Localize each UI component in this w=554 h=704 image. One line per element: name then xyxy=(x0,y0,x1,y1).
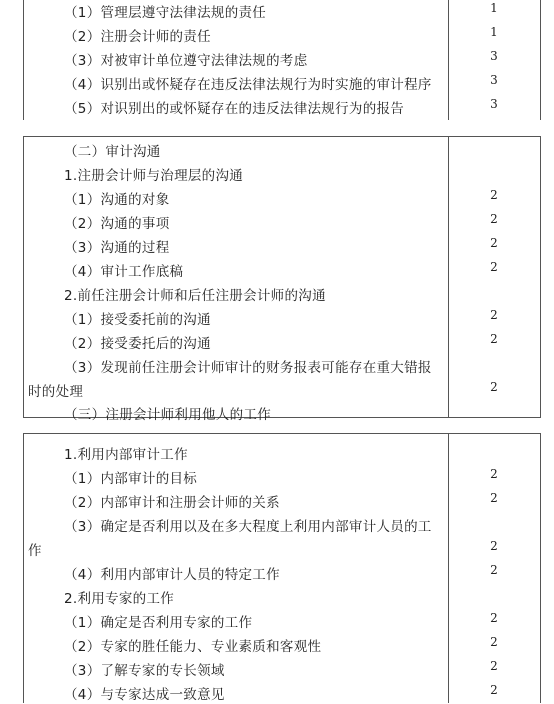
table-row xyxy=(24,560,542,584)
table-row xyxy=(24,632,542,656)
subsection-heading: 1.注册会计师与治理层的沟通 xyxy=(64,168,244,184)
syllabus-table-section-b xyxy=(23,136,541,423)
ability-level: 2 xyxy=(490,563,498,577)
topic-text: （1）接受委托前的沟通 xyxy=(64,312,211,328)
ability-level: 3 xyxy=(490,49,498,63)
ability-level: 2 xyxy=(490,635,498,649)
topic-text: （1）确定是否利用专家的工作 xyxy=(64,615,253,631)
table-row xyxy=(24,137,542,161)
table-row-wrapped xyxy=(24,512,542,560)
table-row xyxy=(24,464,542,488)
topic-text: （4）审计工作底稿 xyxy=(64,264,184,280)
topic-text: （3）对被审计单位遵守法律法规的考虑 xyxy=(64,53,308,69)
table-row xyxy=(24,257,542,281)
section-heading: （三）注册会计师利用他人的工作 xyxy=(64,407,271,423)
topic-text: （2）沟通的事项 xyxy=(64,216,170,232)
table-row xyxy=(24,209,542,233)
topic-text: （5）对识别出的或怀疑存在的违反法律法规行为的报告 xyxy=(64,101,405,117)
table-row xyxy=(24,94,542,118)
ability-level: 2 xyxy=(490,683,498,697)
topic-text-line1: （3）确定是否利用以及在多大程度上利用内部审计人员的工 xyxy=(64,519,432,535)
table-row xyxy=(24,161,542,185)
topic-text-line1: （3）发现前任注册会计师审计的财务报表可能存在重大错报 xyxy=(64,360,432,376)
table-row xyxy=(24,70,542,94)
topic-text: （2）注册会计师的责任 xyxy=(64,29,211,45)
table-row xyxy=(24,680,542,704)
table-row xyxy=(24,584,542,608)
ability-level: 3 xyxy=(490,73,498,87)
topic-text: （2）专家的胜任能力、专业素质和客观性 xyxy=(64,639,322,655)
table-row xyxy=(24,329,542,353)
table-row xyxy=(24,305,542,329)
topic-text: （1）内部审计的目标 xyxy=(64,471,198,487)
syllabus-table-section-c xyxy=(23,433,541,703)
ability-level: 2 xyxy=(490,611,498,625)
topic-text-line2: 时的处理 xyxy=(28,384,84,400)
ability-level: 2 xyxy=(490,308,498,322)
topic-text: （4）利用内部审计人员的特定工作 xyxy=(64,567,280,583)
ability-level: 2 xyxy=(490,212,498,226)
ability-level: 2 xyxy=(490,380,498,394)
topic-text: （2）接受委托后的沟通 xyxy=(64,336,211,352)
table-row xyxy=(24,233,542,257)
ability-level: 2 xyxy=(490,659,498,673)
ability-level: 1 xyxy=(490,1,498,15)
ability-level: 2 xyxy=(490,260,498,274)
ability-level: 2 xyxy=(490,236,498,250)
topic-text: （1）沟通的对象 xyxy=(64,192,170,208)
subsection-heading: 1.利用内部审计工作 xyxy=(64,447,188,463)
topic-text-line2: 作 xyxy=(28,543,42,559)
syllabus-table-section-a xyxy=(23,0,541,120)
topic-text: （3）沟通的过程 xyxy=(64,240,170,256)
section-heading: （二）审计沟通 xyxy=(64,144,161,160)
table-row xyxy=(24,0,542,22)
topic-text: （3）了解专家的专长领域 xyxy=(64,663,225,679)
ability-level: 2 xyxy=(490,332,498,346)
ability-level: 2 xyxy=(490,539,498,553)
table-row-wrapped xyxy=(24,353,542,401)
table-row xyxy=(24,185,542,209)
subsection-heading: 2.利用专家的工作 xyxy=(64,591,175,607)
table-row xyxy=(24,488,542,512)
ability-level: 2 xyxy=(490,188,498,202)
subsection-heading: 2.前任注册会计师和后任注册会计师的沟通 xyxy=(64,288,326,304)
topic-text: （4）识别出或怀疑存在违反法律法规行为时实施的审计程序 xyxy=(64,77,432,93)
table-row xyxy=(24,656,542,680)
ability-level: 1 xyxy=(490,25,498,39)
topic-text: （2）内部审计和注册会计师的关系 xyxy=(64,495,280,511)
ability-level: 3 xyxy=(490,97,498,111)
table-row xyxy=(24,46,542,70)
topic-text: （4）与专家达成一致意见 xyxy=(64,687,225,703)
table-row xyxy=(24,440,542,464)
ability-level: 2 xyxy=(490,467,498,481)
table-row xyxy=(24,22,542,46)
ability-level: 2 xyxy=(490,491,498,505)
table-row xyxy=(24,400,542,424)
topic-text: （1）管理层遵守法律法规的责任 xyxy=(64,5,267,21)
table-row xyxy=(24,281,542,305)
table-row xyxy=(24,608,542,632)
